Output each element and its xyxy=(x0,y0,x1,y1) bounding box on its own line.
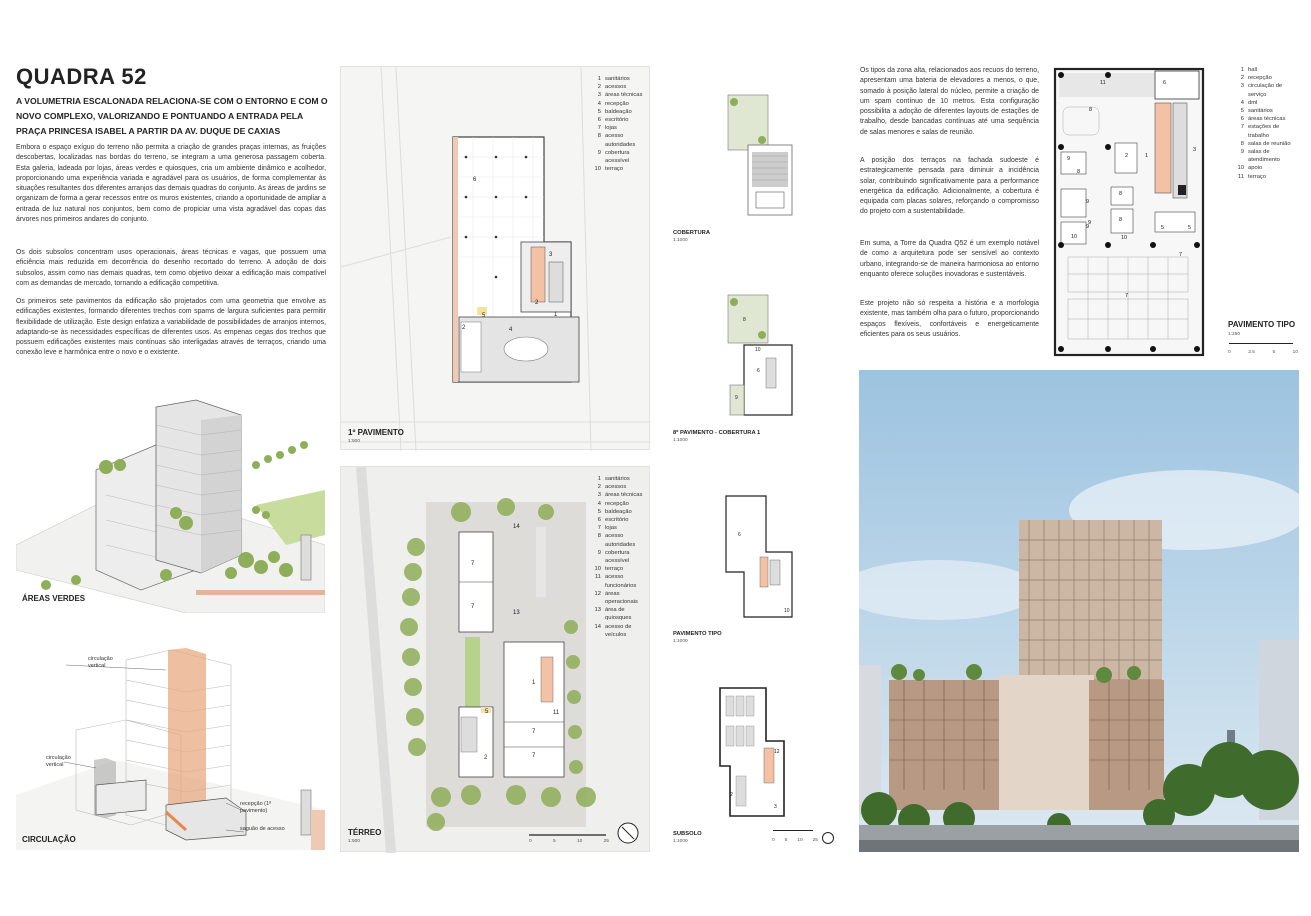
legend-number: 1 xyxy=(597,476,601,482)
legend-item xyxy=(1234,140,1300,148)
scalebar-big-10: 10 xyxy=(1292,350,1298,355)
legend-item xyxy=(1234,74,1300,82)
scalebar-small-line xyxy=(773,830,813,834)
legend-item xyxy=(591,565,649,573)
annot-circ-vertical-2: circulação vertical xyxy=(46,755,71,768)
plan-label-1pav-5: 5 xyxy=(482,313,486,319)
plan-tipo-5a: 5 xyxy=(1161,225,1165,231)
legend-number: 7 xyxy=(597,125,601,132)
legend-item xyxy=(591,75,649,83)
plan-pavimento-tipo-small xyxy=(722,492,797,622)
label-1-pavimento: 1º PAVIMENTO xyxy=(348,428,404,437)
plan-label-tiposm-6: 6 xyxy=(738,532,741,538)
legend-1-pavimento xyxy=(591,75,649,173)
legend-number: 7 xyxy=(1240,124,1244,131)
scalebar-small-25: 25 xyxy=(812,838,818,843)
legend-item xyxy=(591,549,649,565)
legend-item xyxy=(591,590,649,606)
plan-8-pavimento-drawing xyxy=(722,290,797,420)
plan-tipo-7b: 7 xyxy=(1179,252,1183,258)
plan-label-terreo-7a: 7 xyxy=(471,561,475,567)
legend-number: 11 xyxy=(594,574,601,581)
plan-label-terreo-7c: 7 xyxy=(532,729,536,735)
legend-number: 2 xyxy=(597,84,601,91)
legend-text: dml xyxy=(1248,99,1258,106)
legend-item xyxy=(1234,82,1300,98)
legend-item xyxy=(591,149,649,165)
scale-8-pavimento: 1:1000 xyxy=(673,438,688,443)
plan-tipo-11: 11 xyxy=(1100,80,1106,86)
legend-text: cobertura acessível xyxy=(605,149,630,165)
legend-item xyxy=(1234,173,1300,181)
plan-cobertura-drawing xyxy=(722,90,797,220)
legend-number: 3 xyxy=(1240,83,1244,90)
plan-label-cob1-10: 10 xyxy=(755,347,761,353)
plan-tipo-9b: 9 xyxy=(1086,199,1090,205)
plan-label-terreo-11: 11 xyxy=(553,710,560,716)
legend-number: 9 xyxy=(597,149,601,156)
plan-tipo-5b: 5 xyxy=(1188,225,1192,231)
legend-number: 10 xyxy=(594,166,601,173)
legend-text: hall xyxy=(1248,67,1258,73)
plan-label-1pav-2b: 2 xyxy=(462,325,466,331)
legend-text: lojas xyxy=(605,525,617,532)
legend-text: terraço xyxy=(605,566,624,573)
legend-item xyxy=(1234,66,1300,74)
legend-number: 6 xyxy=(1240,116,1244,123)
plan-label-sub-3: 3 xyxy=(774,804,777,810)
plan-tipo-10a: 10 xyxy=(1071,234,1078,240)
legend-text: circulação de serviço xyxy=(1248,83,1283,98)
legend-number: 4 xyxy=(597,100,601,107)
legend-text: áreas técnicas xyxy=(1248,116,1286,123)
scalebar-big-5: 5 xyxy=(1272,350,1276,355)
legend-number: 6 xyxy=(597,117,601,124)
legend-item xyxy=(591,124,649,132)
legend-text: acesso de veículos xyxy=(605,623,632,638)
legend-text: baldeação xyxy=(605,108,632,115)
legend-text: terraço xyxy=(1248,173,1267,180)
plan-tipo-8a: 8 xyxy=(1089,107,1093,113)
right-paragraph-1: Os tipos da zona alta, relacionados aos recuos do terreno, apresentam uma bateria de elevadores a menos, o que, somado à posição lateral do núcleo, permite a criação de um spam contínuo de 10 metros. Esta configuração possibilita a adoção de diferentes layouts de estações de trabalho, desde bancadas contínuas até uma sequência de salas menores e salas de reunião. xyxy=(860,67,1039,136)
legend-item xyxy=(591,132,649,148)
legend-number: 7 xyxy=(597,525,601,532)
legend-number: 5 xyxy=(597,508,601,515)
legend-text: área de quiosques xyxy=(605,607,632,622)
legend-item xyxy=(591,100,649,108)
plan-tipo-1: 1 xyxy=(1145,153,1149,159)
legend-text: acesso funcionários xyxy=(605,574,637,589)
legend-number: 10 xyxy=(594,566,601,573)
legend-item xyxy=(1234,99,1300,107)
annot-recepcao: recepção (1º pavimento) xyxy=(240,801,272,814)
plan-label-cob1-8: 8 xyxy=(743,317,746,323)
plan-tipo-8b: 8 xyxy=(1077,169,1081,175)
scale-1-pavimento: 1:500 xyxy=(348,439,361,444)
legend-number: 4 xyxy=(597,500,601,507)
legend-text: baldeação xyxy=(605,508,632,515)
plan-tipo-9c: 9 xyxy=(1086,224,1090,230)
legend-number: 6 xyxy=(597,517,601,524)
legend-number: 3 xyxy=(597,492,601,499)
legend-number: 14 xyxy=(594,623,601,630)
label-subsolo: SUBSOLO xyxy=(673,831,702,837)
scalebar-big-0: 0 xyxy=(1228,350,1231,355)
legend-item xyxy=(591,623,649,639)
legend-number: 4 xyxy=(1240,99,1244,106)
label-terreo: TÉRREO xyxy=(348,828,382,837)
legend-text: sanitários xyxy=(1248,108,1273,115)
plan-subsolo xyxy=(718,686,793,821)
scale-cobertura: 1:1000 xyxy=(673,238,688,243)
plan-label-1pav-6: 6 xyxy=(473,177,477,183)
north-arrow-icon xyxy=(822,832,834,844)
plan-tipo-7: 7 xyxy=(1125,293,1129,299)
right-paragraph-2: A posição dos terraços na fachada sudoeste é estrategicamente pensada para diminuir a incidência solar, contribuindo significativamente para a performance energética da edificação. Adicionalmente, a cobertura é equipada com placas solares, reforçando o compromisso do projeto com a sustentabilidade. xyxy=(860,157,1039,216)
legend-item xyxy=(1234,123,1300,139)
plan-tipo-10b: 10 xyxy=(1121,235,1128,241)
page-title: QUADRA 52 xyxy=(16,64,147,89)
plan-label-cob1-9: 9 xyxy=(735,395,738,401)
legend-number: 1 xyxy=(1240,67,1244,73)
legend-item xyxy=(1234,164,1300,172)
legend-text: escritório xyxy=(605,517,629,524)
plan-label-1pav-3: 3 xyxy=(549,252,553,258)
legend-number: 9 xyxy=(597,549,601,556)
legend-number: 13 xyxy=(594,607,601,614)
plan-tipo-9d: 9 xyxy=(1088,220,1092,226)
plan-label-sub-12: 12 xyxy=(774,749,780,755)
legend-text: cobertura acessível xyxy=(605,549,630,565)
legend-item xyxy=(591,606,649,622)
scalebar-big-line xyxy=(1229,343,1293,344)
plan-label-terreo-14: 14 xyxy=(513,524,520,530)
legend-pavimento-tipo xyxy=(1234,66,1300,181)
plan-label-terreo-13: 13 xyxy=(513,610,520,616)
plan-label-1pav-4: 4 xyxy=(509,327,513,333)
plan-pavimento-tipo-large-drawing xyxy=(1053,67,1205,357)
legend-text: recepção xyxy=(605,500,629,507)
axonometric-green-areas xyxy=(16,395,325,613)
legend-number: 10 xyxy=(1237,165,1244,172)
legend-item xyxy=(591,116,649,124)
plan-pavimento-tipo-large xyxy=(1053,67,1205,357)
legend-number: 3 xyxy=(597,92,601,99)
scalebar-terreo-10: 10 xyxy=(576,839,583,844)
scalebar-small xyxy=(772,838,818,843)
legend-number: 2 xyxy=(597,484,601,491)
annot-circ-vertical-1: circulação vertical xyxy=(88,656,113,669)
legend-text: salas de reunião xyxy=(1248,140,1291,147)
legend-text: escritório xyxy=(605,117,629,124)
scale-pavimento-tipo-small: 1:1000 xyxy=(673,639,688,644)
legend-text: lojas xyxy=(605,125,617,132)
legend-number: 8 xyxy=(597,133,601,140)
legend-text: salas de atendimento xyxy=(1248,149,1280,164)
legend-text: estações de trabalho xyxy=(1248,124,1280,139)
plan-label-sub-2: 2 xyxy=(730,792,733,798)
label-cobertura: COBERTURA xyxy=(673,230,711,236)
plan-label-terreo-7b: 7 xyxy=(471,604,475,610)
annot-saguao: saguão de acesso xyxy=(240,826,285,832)
building-render xyxy=(859,370,1299,852)
legend-item xyxy=(591,165,649,173)
plan-label-tiposm-10: 10 xyxy=(784,608,790,614)
legend-number: 12 xyxy=(594,590,601,597)
legend-number: 11 xyxy=(1237,173,1244,180)
scalebar-small-0: 0 xyxy=(772,838,775,843)
legend-item xyxy=(1234,148,1300,164)
building-render-image xyxy=(859,370,1299,852)
plan-tipo-9a: 9 xyxy=(1067,156,1071,162)
scalebar-big-2-5: 2.5 xyxy=(1248,350,1255,355)
legend-item xyxy=(591,91,649,99)
plan-tipo-4: 4 xyxy=(1179,187,1183,193)
axonometric-circulation-drawing xyxy=(16,640,325,850)
legend-item xyxy=(591,500,649,508)
scalebar-terreo-25: 25 xyxy=(603,839,609,844)
plan-tipo-8c: 8 xyxy=(1119,191,1123,197)
legend-item xyxy=(591,532,649,548)
legend-number: 5 xyxy=(597,108,601,115)
legend-item xyxy=(591,83,649,91)
page-subtitle: A VOLUMETRIA ESCALONADA RELACIONA-SE COM O ENTORNO E COM O NOVO COMPLEXO, VALORIZANDO E PONTUANDO A ENTRADA PELA PRAÇA PRINCESA ISABEL A PARTIR DA AV. DUQUE DE CAXIAS xyxy=(16,96,328,136)
scalebar-small-10: 10 xyxy=(797,838,803,843)
scalebar-terreo xyxy=(529,839,609,844)
plan-label-1pav-2: 2 xyxy=(535,300,539,306)
scalebar-terreo-5: 5 xyxy=(552,839,556,844)
plan-tipo-3: 3 xyxy=(1193,147,1197,153)
legend-text: recepção xyxy=(605,100,629,107)
left-paragraph-2: Os dois subsolos concentram usos operacionais, áreas técnicas e vagas, que possuem uma eficiência mais reduzida em decorrência do desenho recortado do terreno. A adoção de dois subsolos, assim como nas demais quadras, tem como objetivo deixar a edificação mais compatível com as demandas de mercado, tornando a edificação competitiva. xyxy=(16,249,326,287)
plan-label-1pav-1: 1 xyxy=(554,312,558,318)
legend-text: acessos xyxy=(605,84,627,91)
legend-item xyxy=(591,491,649,499)
legend-item xyxy=(1234,115,1300,123)
plan-8-pavimento xyxy=(722,290,797,420)
legend-number: 2 xyxy=(1240,75,1244,82)
legend-number: 8 xyxy=(597,533,601,540)
panel-1-pavimento xyxy=(340,66,650,450)
plan-label-terreo-7d: 7 xyxy=(532,753,536,759)
legend-number: 1 xyxy=(597,76,601,82)
label-circulacao: CIRCULAÇÃO xyxy=(22,835,76,844)
legend-text: sanitários xyxy=(605,476,630,482)
legend-text: terraço xyxy=(605,166,624,173)
legend-text: recepção xyxy=(1248,75,1272,82)
plan-subsolo-drawing xyxy=(718,686,793,821)
right-paragraph-3: Em suma, a Torre da Quadra Q52 é um exemplo notável de como a arquitetura pode ser sensível ao contexto urbano, integrando-se de maneira harmoniosa ao entorno enquanto oferece soluções inovadoras e sustentáveis. xyxy=(860,240,1039,278)
scalebar-big xyxy=(1228,350,1298,355)
plan-tipo-6: 6 xyxy=(1163,80,1167,86)
panel-terreo xyxy=(340,466,650,852)
legend-item xyxy=(591,108,649,116)
scale-terreo: 1:500 xyxy=(348,839,361,844)
right-paragraph-4: Este projeto não só respeita a história e a morfologia existente, mas também olha para o futuro, proporcionando espaços flexíveis, confortáveis e energeticamente eficientes para os seus usuários. xyxy=(860,300,1039,338)
scale-subsolo: 1:1000 xyxy=(673,839,688,844)
axonometric-circulation xyxy=(16,640,325,850)
plan-cobertura xyxy=(722,90,797,220)
legend-number: 5 xyxy=(1240,108,1244,115)
legend-item xyxy=(591,516,649,524)
plan-tipo-2: 2 xyxy=(1125,153,1129,159)
label-areas-verdes: ÁREAS VERDES xyxy=(22,594,86,603)
label-pavimento-tipo-large: PAVIMENTO TIPO xyxy=(1228,320,1296,329)
scalebar-small-5: 5 xyxy=(784,838,788,843)
label-8-pavimento: 8º PAVIMENTO - COBERTURA 1 xyxy=(673,430,761,436)
legend-terreo xyxy=(591,475,649,639)
axonometric-green-areas-drawing xyxy=(16,395,325,613)
scale-pavimento-tipo-large: 1:250 xyxy=(1228,332,1241,337)
legend-text: áreas técnicas xyxy=(605,92,643,99)
left-paragraph-1: Embora o espaço exíguo do terreno não permita a criação de grandes praças internas, as fruições descobertas, localizadas nas bordas do terreno, se integram a uma generosa passagem coberta. Esta galeria, ladeada por lojas, áreas verdes e quiosques, cria um ambiente dinâmico e acolhedor, proporcionando uma experiência variada e agradável para os usuários, de forma complementar às situações resultantes dos diferentes arranjos das demais quadras do conjunto. As áreas de jardins se organizam de forma a gerar recessos entre os muros existentes, criando a oportunidade de ampliar a entrada de luz natural nos conjuntos, bem como de propiciar uma vista agradável das copas das árvores nos primeiros andares do conjunto. xyxy=(16,144,326,224)
legend-item xyxy=(591,573,649,589)
legend-item xyxy=(591,524,649,532)
legend-text: apoio xyxy=(1248,165,1263,172)
plan-label-cob1-6: 6 xyxy=(757,368,760,374)
legend-number: 8 xyxy=(1240,140,1244,147)
legend-text: áreas técnicas xyxy=(605,492,643,499)
legend-text: sanitários xyxy=(605,76,630,82)
legend-item xyxy=(591,508,649,516)
legend-number: 9 xyxy=(1240,149,1244,156)
legend-item xyxy=(1234,107,1300,115)
legend-text: áreas operacionais xyxy=(605,590,638,606)
scalebar-terreo-0: 0 xyxy=(529,839,532,844)
plan-tipo-8d: 8 xyxy=(1119,217,1123,223)
plan-label-terreo-2: 2 xyxy=(484,755,488,761)
label-pavimento-tipo-small: PAVIMENTO TIPO xyxy=(673,631,722,637)
legend-item xyxy=(591,483,649,491)
plan-label-terreo-1: 1 xyxy=(532,680,536,686)
legend-text: acesso autoridades xyxy=(605,533,636,548)
legend-item xyxy=(591,475,649,483)
left-paragraph-3: Os primeiros sete pavimentos da edificação são projetados com uma geometria que envolve as edificações existentes, formando diferentes trechos com spams de largura suficientes para permitir flexibilidade de utilização. Este design enfatiza a variabilidade de possibilidades de arranjos internos, adaptando-se às necessidades específicas de diferentes usos. As empenas cegas dos trechos que possuem edificações existentes mais contínuas são interligadas através de terraços, criando uma conexão leve e harmônica entre o novo e o existente. xyxy=(16,298,326,357)
plan-label-terreo-5: 5 xyxy=(485,709,489,715)
legend-text: acessos xyxy=(605,484,627,491)
legend-text: acesso autoridades xyxy=(605,133,636,148)
plan-pavimento-tipo-small-drawing xyxy=(722,492,797,622)
